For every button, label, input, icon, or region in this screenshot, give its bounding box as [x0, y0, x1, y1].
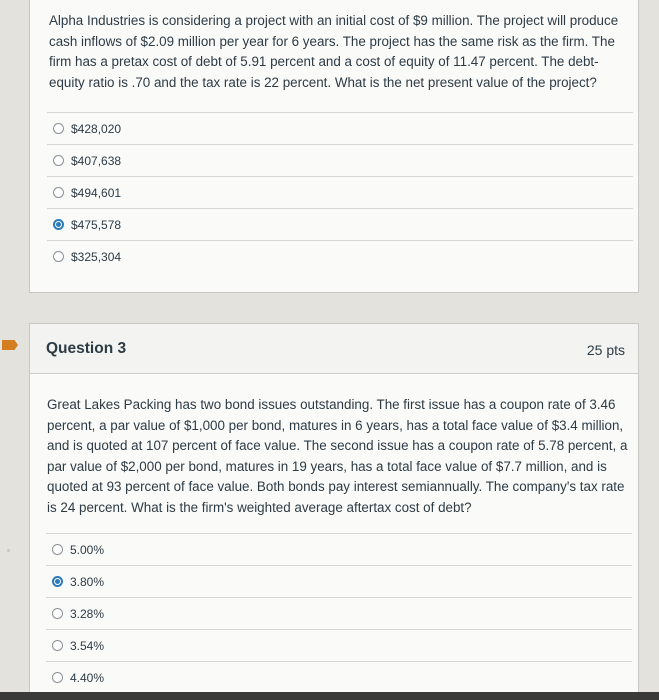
bottom-edge: [0, 692, 659, 700]
answer-label: 3.54%: [70, 638, 105, 653]
answer-option[interactable]: [47, 112, 633, 144]
answer-option[interactable]: [46, 533, 632, 565]
radio-button[interactable]: [52, 672, 63, 683]
answer-option[interactable]: [46, 565, 632, 597]
answer-label: 3.80%: [70, 574, 105, 589]
radio-button[interactable]: [53, 251, 64, 262]
question-points: 25 pts: [586, 342, 625, 358]
answer-label: $407,638: [71, 153, 122, 168]
answer-option[interactable]: [47, 144, 633, 176]
answer-option[interactable]: [47, 208, 633, 240]
answer-list: [46, 533, 632, 693]
question-title: Question 3: [46, 340, 127, 357]
answer-label: 5.00%: [70, 542, 105, 557]
answer-label: 4.40%: [70, 670, 105, 685]
radio-button[interactable]: [52, 544, 63, 555]
answer-option[interactable]: [47, 240, 633, 272]
radio-button[interactable]: [52, 608, 63, 619]
answer-option[interactable]: [47, 176, 633, 208]
radio-button[interactable]: [53, 155, 64, 166]
margin-dot: [7, 549, 10, 552]
radio-button-selected[interactable]: [52, 576, 63, 587]
answer-label: $494,601: [71, 185, 122, 200]
answer-list: [47, 112, 633, 272]
answer-label: 3.28%: [70, 606, 105, 621]
radio-button[interactable]: [52, 640, 63, 651]
answer-option[interactable]: [46, 629, 632, 661]
answer-option[interactable]: [46, 597, 632, 629]
answer-label: $475,578: [71, 217, 122, 232]
radio-button[interactable]: [53, 123, 64, 134]
radio-button[interactable]: [53, 187, 64, 198]
question-header: [30, 324, 638, 374]
question-card-prev: [29, 0, 639, 293]
question-text: Alpha Industries is considering a project with an initial cost of $9 million. The project will produce cash inflows of $2.09 million per year for 6 years. The project has the same risk as the firm. The firm has a pretax cost of debt of 5.91 percent and a cost of equity of 11.47 percent. The debt-equity ratio is .70 and the tax rate is 22 percent. What is the net present value of the project?: [49, 13, 619, 90]
question-text: Great Lakes Packing has two bond issues outstanding. The first issue has a coupon rate of 3.46 percent, a par value of $1,000 per bond, matures in 6 years, has a total face value of $3.4 million, and is quoted at 107 percent of face value. The second issue has a coupon rate of 5.78 percent, a par value of $2,000 per bond, matures in 19 years, has a total face value of $7.7 million, and is quoted at 93 percent of face value. Both bonds pay interest semiannually. The company's tax rate is 24 percent. What is the firm's weighted average aftertax cost of debt?: [47, 397, 628, 515]
answer-option[interactable]: [46, 661, 632, 693]
radio-button-selected[interactable]: [53, 219, 64, 230]
flag-icon[interactable]: [2, 340, 18, 350]
answer-label: $428,020: [71, 121, 122, 136]
answer-label: $325,304: [71, 249, 122, 264]
